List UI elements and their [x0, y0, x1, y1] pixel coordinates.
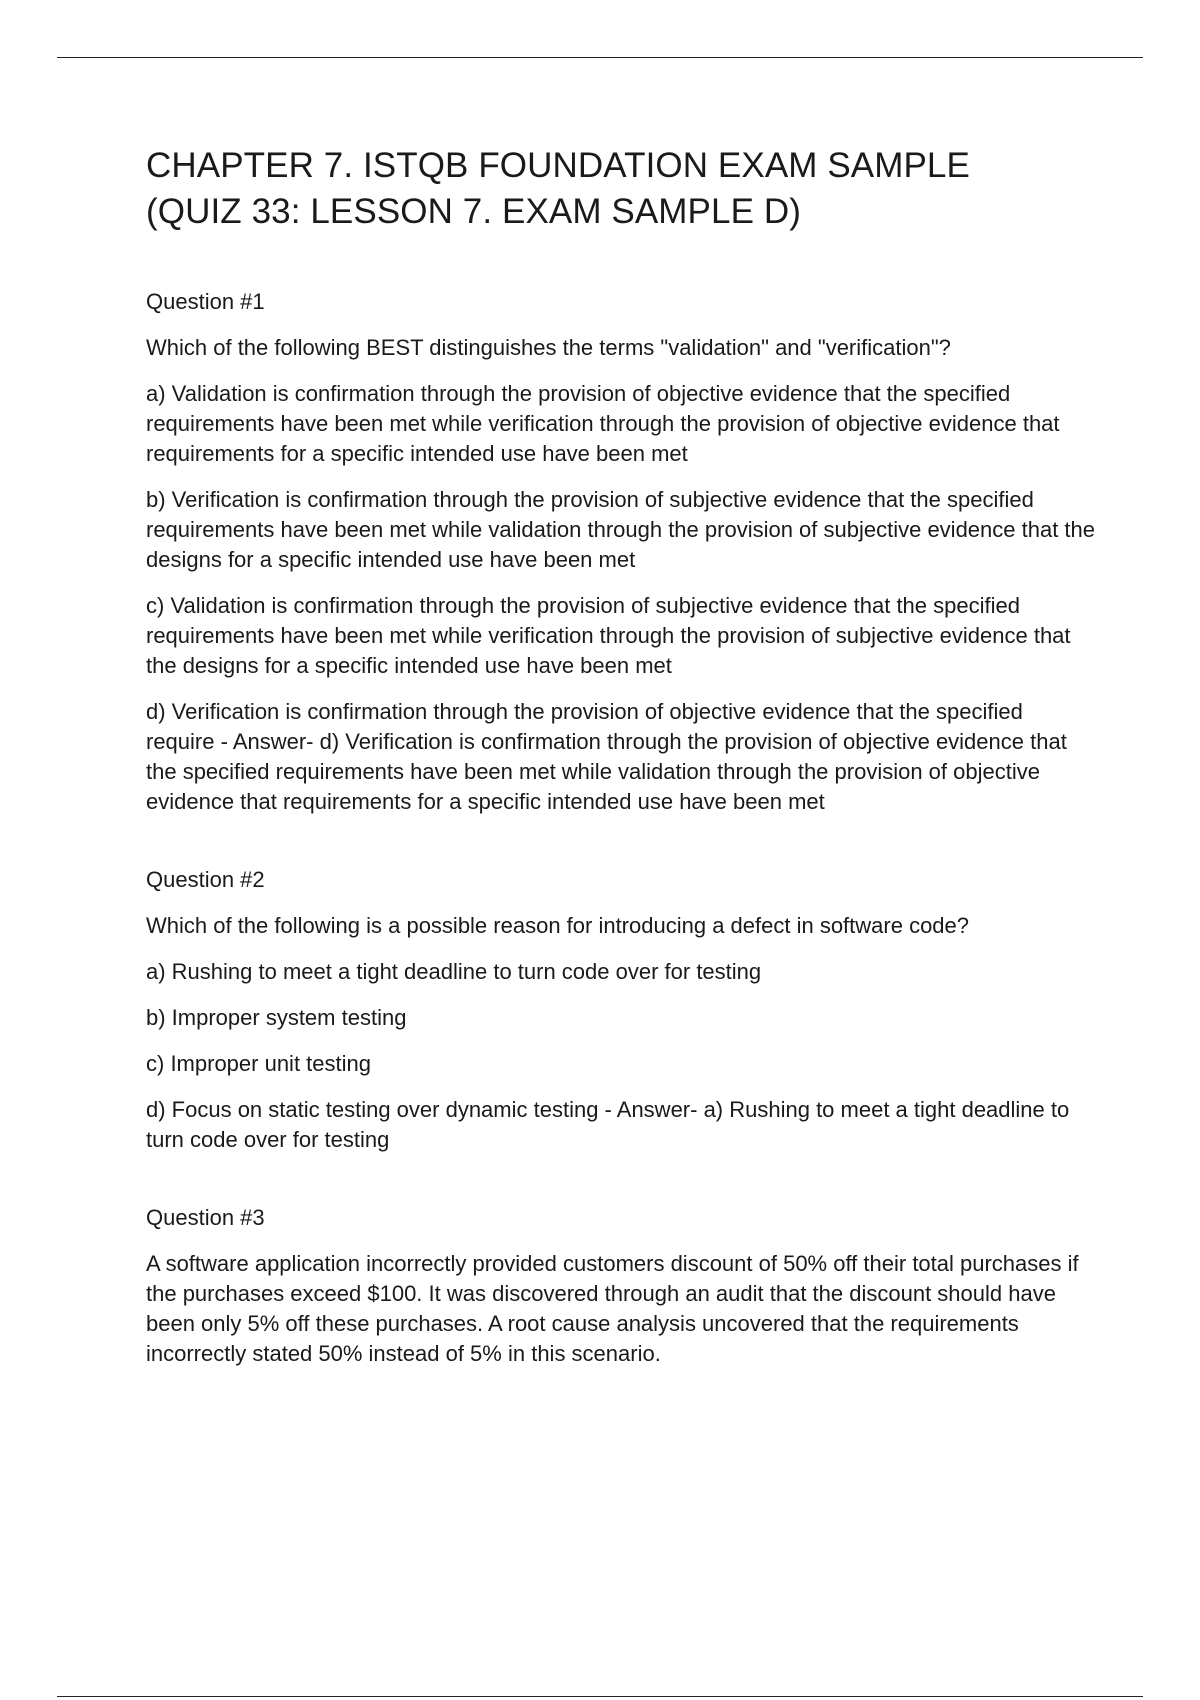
option-b: b) Verification is confirmation through the provision of subjective evidence that the specified requirements have been met while validation through the provision of subjective evidence that the designs for a specific intended use have been met	[146, 487, 1096, 572]
question-2	[146, 865, 1096, 1155]
bottom-divider	[57, 1696, 1143, 1697]
question-heading: Question #3	[146, 1205, 265, 1230]
question-text: A software application incorrectly provided customers discount of 50% off their total purchases if the purchases exceed $100. It was discovered through an audit that the discount should have been only 5% off these purchases. A root cause analysis uncovered that the requirements incorrectly stated 50% instead of 5% in this scenario.	[146, 1251, 1079, 1366]
option-c: c) Validation is confirmation through the provision of subjective evidence that the specified requirements have been met while verification through the provision of subjective evidence that the designs for a specific intended use have been met	[146, 593, 1071, 678]
top-divider	[57, 57, 1143, 58]
title-line-2: (QUIZ 33: LESSON 7. EXAM SAMPLE D)	[146, 192, 801, 231]
title-line-1: CHAPTER 7. ISTQB FOUNDATION EXAM SAMPLE	[146, 146, 970, 185]
option-b: b) Improper system testing	[146, 1005, 407, 1030]
question-1	[146, 287, 1096, 817]
question-heading: Question #2	[146, 867, 265, 892]
question-text: Which of the following is a possible reason for introducing a defect in software code?	[146, 913, 970, 938]
question-3	[146, 1203, 1096, 1369]
question-text: Which of the following BEST distinguishes the terms "validation" and "verification"?	[146, 335, 951, 360]
page-title	[146, 143, 1096, 235]
option-d-with-answer: d) Verification is confirmation through the provision of objective evidence that the specified require - Answer- d) Verification is confirmation through the provision of objective evidence that the specified requirements have been met while validation through the provision of objective evidence that requirements for a specific intended use have been met	[146, 699, 1067, 814]
option-a: a) Validation is confirmation through the provision of objective evidence that the specified requirements have been met while verification through the provision of objective evidence that requirements for a specific intended use have been met	[146, 381, 1060, 466]
document-body	[146, 143, 1096, 1369]
question-heading: Question #1	[146, 289, 265, 314]
option-a: a) Rushing to meet a tight deadline to turn code over for testing	[146, 959, 762, 984]
option-d-with-answer: d) Focus on static testing over dynamic testing - Answer- a) Rushing to meet a tight deadline to turn code over for testing	[146, 1097, 1070, 1152]
option-c: c) Improper unit testing	[146, 1051, 371, 1076]
